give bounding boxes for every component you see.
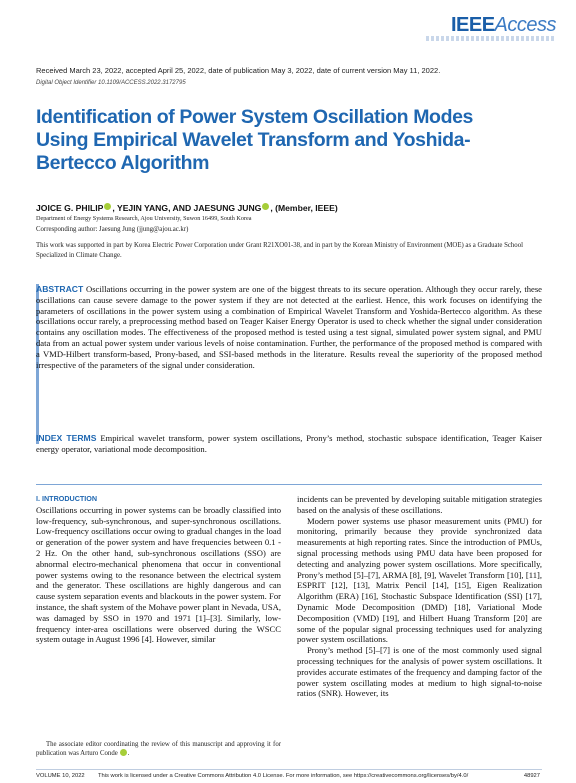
orcid-icon[interactable] — [104, 203, 111, 210]
abstract-label: ABSTRACT — [36, 284, 84, 294]
page-number: 48927 — [523, 773, 540, 779]
paper-title: Identification of Power System Oscillation Modes Using Empirical Wavelet Transform and Yoshida-Bertecco Algorithm — [36, 106, 473, 174]
left-column — [36, 494, 281, 645]
abstract-text: Oscillations occurring in the power system are one of the biggest threats to its secure operation. Although they occur rarely, these oscillations can cause severe damage to the power system if they are not detected at the earliest. Hence, this work focuses on identifying the parameters of oscillations in the power system using a combination of Empirical Wavelet Transform and Yoshida-Bertecco algorithm. As these oscillations occur rarely, a preprocessing method based on Teager Kaiser Energy Operator is used to check whether the signal under consideration contains any oscillation modes. The effectiveness of the proposed method is tested using a test signal, simulated power system signal, and PMU data from an actual power system under various levels of noise contamination. Further, the performance of the proposed method is compared with a VMD-Hilbert transform-based, Prony-based, and SSI-based methods in the literature. Results reveal the superiority of the proposed method irrespective of the parameters of the signal under consideration. — [36, 284, 542, 370]
paragraph: incidents can be prevented by developing suitable mitigation strategies based on the analysis of these oscillations. — [297, 494, 542, 515]
orcid-icon[interactable] — [120, 749, 127, 756]
footnote: The associate editor coordinating the review of this manuscript and approving it for publication was Arturo Conde . — [36, 741, 281, 757]
volume: VOLUME 10, 2022 — [36, 773, 85, 779]
right-column — [297, 494, 542, 699]
doi[interactable]: Digital Object Identifier 10.1109/ACCESS.2022.3172795 — [36, 80, 186, 86]
footnote-text: The associate editor coordinating the review of this manuscript and approving it for publication was Arturo Conde — [36, 741, 281, 757]
section-heading: I. INTRODUCTION — [36, 494, 98, 503]
corresponding-author: Corresponding author: Jaesung Jung (jjung@ajou.ac.kr) — [36, 226, 189, 233]
author-membership: , (Member, IEEE) — [270, 203, 338, 213]
publication-dates: Received March 23, 2022, accepted April 25, 2022, date of publication May 3, 2022, date of current version May 11, 2022. — [36, 66, 441, 75]
author-list — [36, 203, 338, 213]
index-terms — [36, 433, 542, 455]
affiliation: Department of Energy Systems Research, Ajou University, Suwon 16499, South Korea — [36, 215, 252, 222]
author-2-3: , YEJIN YANG, AND JAESUNG JUNG — [112, 203, 262, 213]
logo-main: IEEE — [450, 14, 495, 36]
footer-rule — [36, 769, 542, 770]
orcid-icon[interactable] — [262, 203, 269, 210]
journal-logo — [451, 14, 556, 37]
abstract — [36, 284, 542, 370]
index-terms-text: Empirical wavelet transform, power system oscillations, Prony’s method, stochastic subspace identification, Teager Kaiser energy operator, variational mode decomposition. — [36, 433, 542, 454]
license-note[interactable]: This work is licensed under a Creative Commons Attribution 4.0 License. For more information, see https://creativecommons.org/licenses/by/4.0/ — [98, 773, 469, 779]
divider — [36, 484, 542, 485]
paragraph: Prony’s method [5]–[7] is one of the most commonly used signal processing techniques for the analysis of power system oscillations. It provides accurate estimates of the frequency and damping factor of the power system oscillating modes at medium to high signal-to-noise ratios (SNR). However, its — [297, 645, 542, 699]
paragraph: Modern power systems use phasor measurement units (PMU) for monitoring, primarily because they provide synchronized data measurements at high reporting rates. Since the introduction of PMUs, signal processing methods using PMU data have been proposed for detecting and analyzing power system oscillations. More specifically, Prony’s method [5]–[7], ARMA [8], [9], Wavelet Transform [10], [11], ESPRIT [12], [13], Matrix Pencil [14], [15], Eigen Realization Algorithm (ERA) [16], Stochastic Subspace Identification (SSI) [17], Dynamic Mode Decomposition (DMD) [18], Variational Mode Decomposition (VMD) [19], and Hilbert Huang Transform [20] are some of the popular signal processing techniques used for analyzing power system oscillations. — [297, 515, 542, 645]
funding-note: This work was supported in part by Korea Electric Power Corporation under Grant R21XO01-38, and in part by the Korean Ministry of Environment (MOE) as a Graduate School Specialized in Climate Change. — [36, 242, 523, 259]
logo-accent: Access — [494, 14, 556, 36]
paragraph: Oscillations occurring in power systems can be broadly classified into low-frequency, sub-synchronous, and super-synchronous oscillations. Low-frequency oscillations occur owing to gradual changes in the load or generation of the power system and have frequencies between 0.1 - 2 Hz. On the other hand, sub-synchronous oscillations (SSO) are abnormal electro-mechanical phenomena that occur in conventional power systems owing to the resonance between the electrical system and the generator. These oscillations are highly dangerous and can cause system separation events and blackouts in the power system. For instance, the shaft system of the Mohave power plant in Nevada, USA, was damaged by SSO in 1970 and 1971 [1]–[3]. Similarly, low-frequency inter-area oscillations were observed during the WSCC system outage in August 1996 [4]. However, similar — [36, 504, 281, 645]
index-terms-label: INDEX TERMS — [36, 433, 97, 443]
logo-decoration — [426, 36, 556, 41]
author-1: JOICE G. PHILIP — [36, 203, 104, 213]
